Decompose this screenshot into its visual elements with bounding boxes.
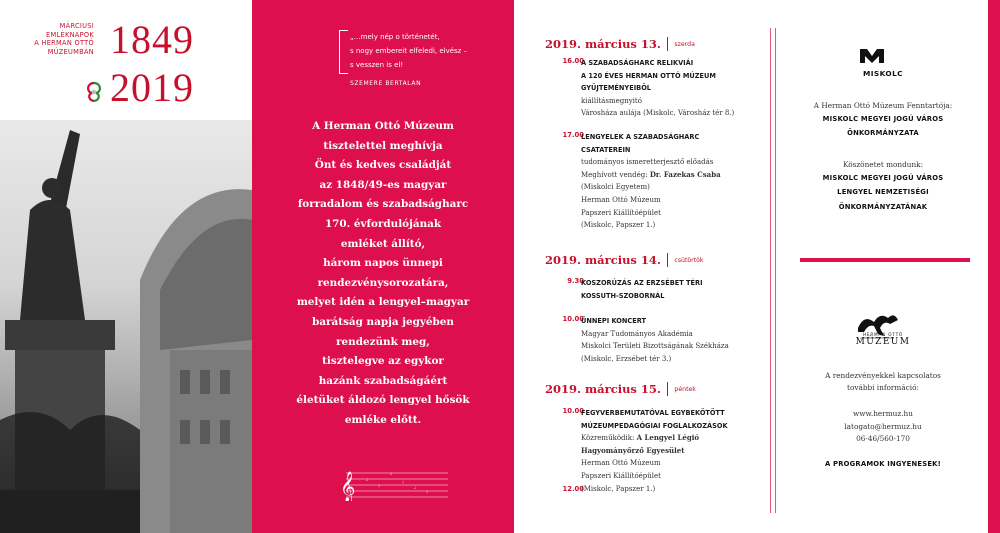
event-caption: MÁRCIUSI EMLÉKNAPOK A HERMAN OTTÓ MÚZEUMBAN [34,22,94,56]
museum-logo-small-text: HERMAN OTTÓ [862,332,904,337]
day-header: 2019. március 15. péntek [545,382,696,396]
day-divider [667,382,669,396]
guest-name: Dr. Fazekas Csaba [649,169,721,179]
info-panel [778,0,988,533]
year-2019: 2019 [110,65,194,110]
svg-text:♩: ♩ [366,477,368,482]
website-link[interactable]: www.hermuz.hu [853,409,913,419]
day-header: 2019. március 14. csütörtök [545,253,704,267]
left-panel [0,0,252,533]
email-link[interactable]: latogato@hermuz.hu [844,421,922,431]
fold-lines [769,0,778,533]
free-programs-note: A PROGRAMOK INGYENESEK! [825,460,941,468]
svg-text:𝄞: 𝄞 [340,472,356,501]
year-1849: 1849 [110,17,194,62]
day-header: 2019. március 13. szerda [545,37,695,51]
right-accent-bar [988,0,1000,533]
invitation-text: A Herman Ottó Múzeum tisztelettel meghívja Önt és kedves családját az 1848/49-es magyar forradalom és szabadságharc 170. évfordulójának emléket állító, három napos ünnepi rendezvénysorozatára, melyet idén a lengyel–magyar barátság napja jegyében rendezünk meg, tisztelegve az egykor hazánk szabadságáért életüket áldozó lengyel hősök emléke előtt. [296,120,470,426]
quote: „…mely nép o történetét, s nogy embereit elfeledi, elvész – s vesszen is el! [350,33,468,69]
contact-block: A rendezvényekkel kapcsolatos további információ: www.hermuz.hu latogato@hermuz.hu 06-46/560-170 [778,370,988,445]
day-divider [667,253,669,267]
miskolc-logo-icon [859,47,885,65]
miskolc-logo-text: MISKOLC [862,69,904,78]
svg-text:♩: ♩ [426,489,428,494]
separator-bar [800,258,970,262]
statue-illustration [0,120,252,533]
quote-bracket [339,30,348,74]
phone-number: 06-46/560-170 [856,433,910,443]
day-divider [667,37,669,51]
museum-logo-text: MÚZEUM [855,337,911,347]
maintainer-block: A Herman Ottó Múzeum Fenntartója: MISKOLC MEGYEI JOGÚ VÁROS ÖNKORMÁNYZATA [813,101,953,138]
thanks-block: Köszönetet mondunk: MISKOLC MEGYEI JOGÚ VÁROS LENGYEL NEMZETISÉGI ÖNKORMÁNYZATÁNAK [822,160,944,211]
svg-text:♩: ♩ [414,485,416,490]
cockade-icon [82,80,106,104]
museum-logo-icon [854,308,900,354]
music-staff-decoration [336,465,454,501]
quote-author: SZEMERE BERTALAN [350,80,422,87]
svg-text:♩: ♩ [390,471,392,476]
svg-text:♩: ♩ [378,483,380,488]
kossuth-statue-photo [0,120,252,533]
svg-text:♩: ♩ [402,479,404,484]
